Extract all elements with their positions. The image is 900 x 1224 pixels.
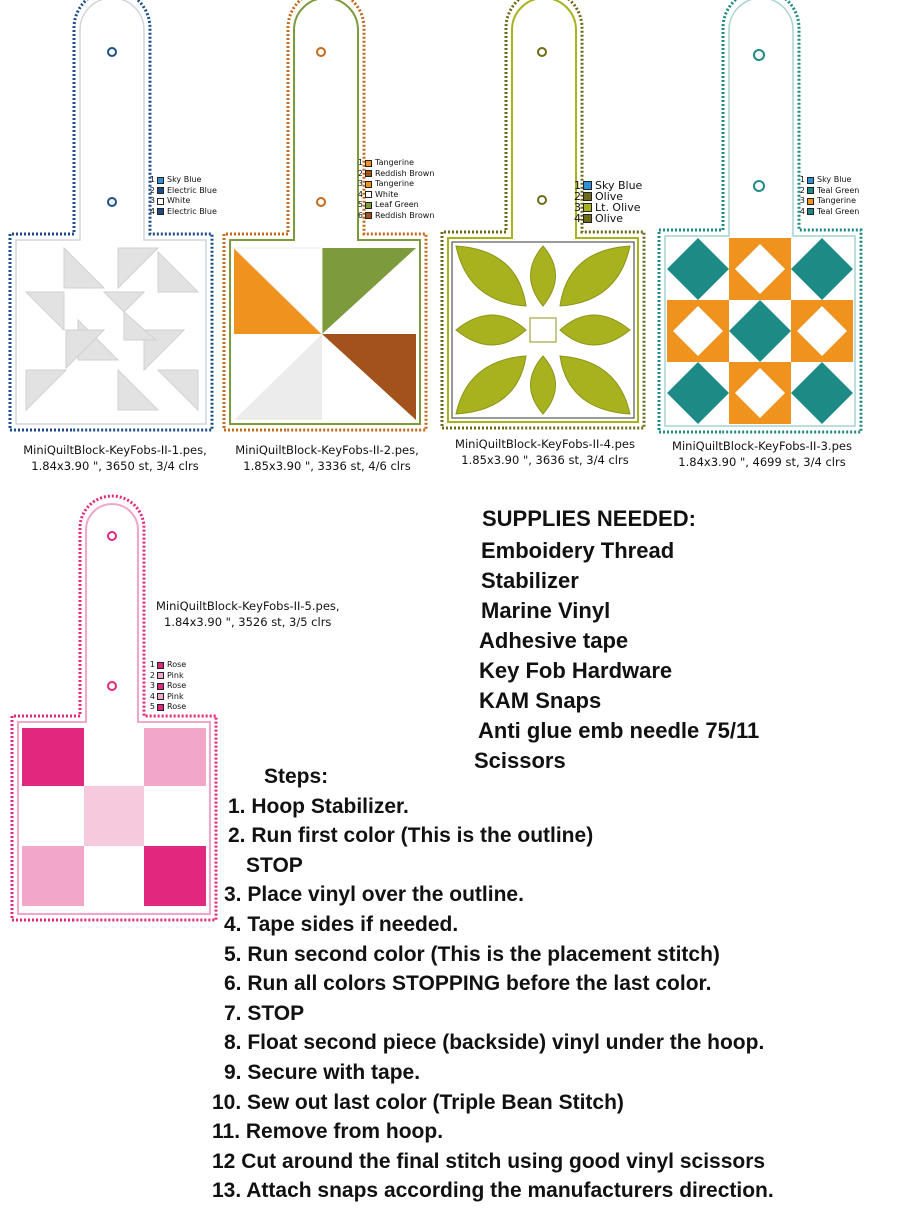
supply-item: Emboidery Thread — [481, 538, 675, 563]
design-filename: MiniQuiltBlock-KeyFobs-II-2.pes, — [235, 443, 419, 457]
design-info: 1.84x3.90 ", 3650 st, 3/4 clrs — [31, 459, 199, 473]
step-item: 9. Secure with tape. — [224, 1060, 421, 1084]
color-swatch — [157, 704, 164, 711]
supply-item: Marine Vinyl — [481, 598, 611, 623]
key-fob-4-embroidery — [655, 0, 865, 436]
legend-row: 2 Olive — [574, 190, 624, 203]
supply-item: KAM Snaps — [479, 688, 602, 713]
design-caption-5 — [156, 598, 396, 630]
supply-item: Scissors — [474, 748, 566, 773]
color-legend-2 — [356, 158, 434, 221]
design-info: 1.84x3.90 ", 4699 st, 3/4 clrs — [678, 455, 846, 469]
legend-row: 1 Sky Blue — [149, 175, 202, 184]
key-fob-1-embroidery — [6, 0, 216, 435]
color-swatch — [157, 177, 164, 184]
color-swatch — [583, 192, 592, 201]
steps-section — [214, 762, 774, 1206]
color-swatch — [157, 683, 164, 690]
step-item: 7. STOP — [224, 1001, 305, 1025]
supply-item: Adhesive tape — [479, 628, 629, 653]
legend-row: 2 Pink — [149, 670, 184, 680]
design-filename: MiniQuiltBlock-KeyFobs-II-1.pes, — [23, 443, 207, 457]
design-caption-3 — [440, 436, 650, 468]
color-swatch — [157, 208, 164, 215]
legend-row: 1 Rose — [149, 660, 187, 669]
key-fob-design-4 — [655, 0, 865, 436]
legend-row: 3 Tangerine — [357, 179, 415, 188]
color-swatch — [807, 177, 814, 184]
color-legend-4 — [798, 175, 859, 217]
color-swatch — [365, 212, 372, 219]
legend-row: 4 White — [357, 189, 399, 199]
design-info: 1.85x3.90 ", 3336 st, 4/6 clrs — [243, 459, 411, 473]
legend-row: 3 Tangerine — [799, 196, 857, 205]
color-legend-3 — [574, 180, 642, 224]
color-swatch — [807, 187, 814, 194]
design-caption-2 — [222, 442, 432, 474]
color-swatch — [365, 181, 372, 188]
color-legend-5 — [148, 660, 186, 713]
supplies-section — [474, 504, 760, 776]
color-swatch — [807, 198, 814, 205]
legend-row: 4 Olive — [574, 212, 624, 225]
color-swatch — [365, 202, 372, 209]
key-fob-design-1 — [6, 0, 216, 435]
steps-title: Steps: — [264, 765, 329, 788]
step-item: 10. Sew out last color (Triple Bean Stitch) — [212, 1090, 624, 1114]
step-item: 6. Run all colors STOPPING before the last color. — [224, 972, 712, 996]
step-item: 4. Tape sides if needed. — [224, 912, 459, 936]
step-item: 11. Remove from hoop. — [212, 1120, 444, 1144]
legend-row: 4 Electric Blue — [149, 206, 217, 216]
step-item: 8. Float second piece (backside) vinyl under the hoop. — [224, 1031, 765, 1055]
color-swatch — [807, 208, 814, 215]
color-swatch — [583, 181, 592, 190]
legend-row: 3 White — [149, 196, 191, 205]
design-filename: MiniQuiltBlock-KeyFobs-II-5.pes, — [156, 599, 340, 613]
color-swatch — [583, 214, 592, 223]
supply-item: Stabilizer — [481, 568, 579, 593]
design-info: 1.84x3.90 ", 3526 st, 3/5 clrs — [164, 615, 332, 629]
step-item: 1. Hoop Stabilizer. — [228, 794, 409, 818]
step-item: 5. Run second color (This is the placement stitch) — [224, 942, 720, 966]
color-swatch — [157, 198, 164, 205]
legend-row: 2 Teal Green — [799, 185, 860, 195]
legend-row: 2 Reddish Brown — [357, 168, 435, 178]
key-fob-5-embroidery — [8, 488, 220, 928]
key-fob-design-5 — [8, 488, 220, 928]
design-info: 1.85x3.90 ", 3636 st, 3/4 clrs — [461, 453, 629, 467]
supply-item: Anti glue emb needle 75/11 — [478, 718, 760, 743]
color-swatch — [157, 662, 164, 669]
step-item: 2. Run first color (This is the outline) — [228, 824, 594, 848]
color-swatch — [365, 160, 372, 167]
color-swatch — [157, 187, 164, 194]
design-filename: MiniQuiltBlock-KeyFobs-II-4.pes — [455, 437, 635, 451]
legend-row: 4 Pink — [149, 691, 184, 701]
color-swatch — [365, 170, 372, 177]
supplies-title: SUPPLIES NEEDED: — [482, 506, 696, 531]
legend-row: 6 Reddish Brown — [357, 210, 435, 220]
design-filename: MiniQuiltBlock-KeyFobs-II-3.pes — [672, 439, 852, 453]
supply-item: Key Fob Hardware — [479, 658, 673, 683]
color-swatch — [365, 191, 372, 198]
color-swatch — [583, 203, 592, 212]
color-swatch — [157, 693, 164, 700]
legend-row: 1 Tangerine — [357, 158, 415, 167]
legend-row: 5 Leaf Green — [357, 200, 419, 209]
step-item: 12 Cut around the final stitch using good vinyl scissors — [212, 1149, 766, 1173]
legend-row: 1 Sky Blue — [799, 175, 852, 184]
step-item: 13. Attach snaps according the manufacturers direction. — [212, 1179, 774, 1203]
color-swatch — [157, 672, 164, 679]
quilt-grid — [667, 238, 853, 424]
step-item: 3. Place vinyl over the outline. — [224, 883, 524, 907]
design-caption-1 — [10, 442, 220, 474]
legend-row: 5 Rose — [149, 702, 187, 711]
legend-row: 3 Lt. Olive — [574, 201, 641, 214]
step-item: STOP — [246, 853, 303, 877]
legend-row: 2 Electric Blue — [149, 185, 217, 195]
legend-row: 4 Teal Green — [799, 206, 860, 216]
legend-row: 3 Rose — [149, 681, 187, 690]
legend-row: 1 Sky Blue — [574, 179, 643, 192]
color-legend-1 — [148, 175, 217, 217]
design-caption-4 — [657, 438, 867, 470]
